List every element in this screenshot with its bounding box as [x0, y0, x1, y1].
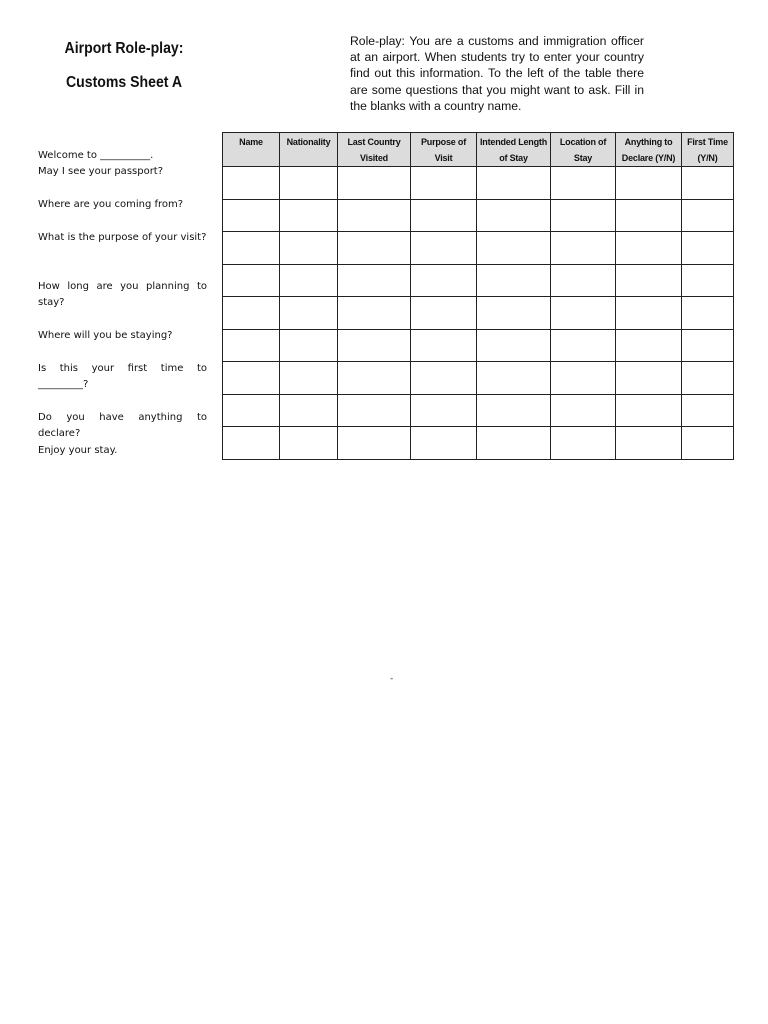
question-coming-from: Where are you coming from? [38, 199, 184, 210]
title-line-2: Customs Sheet A [65, 74, 183, 91]
table-cell-anything-to-declare[interactable] [616, 232, 682, 265]
table-row [223, 167, 734, 200]
table-cell-last-country-visited[interactable] [338, 167, 411, 200]
title-line-1: Airport Role-play: [64, 40, 184, 57]
table-row [223, 329, 734, 362]
table-cell-purpose-of-visit[interactable] [411, 297, 477, 330]
table-cell-anything-to-declare[interactable] [616, 199, 682, 232]
table-cell-nationality[interactable] [280, 362, 338, 395]
table-cell-location-of-stay[interactable] [551, 232, 616, 265]
table-cell-intended-length-of-stay[interactable] [477, 167, 551, 200]
table-cell-intended-length-of-stay[interactable] [477, 232, 551, 265]
table-cell-name[interactable] [223, 394, 280, 427]
table-cell-intended-length-of-stay[interactable] [477, 362, 551, 395]
table-row [223, 394, 734, 427]
table-header-row [223, 133, 734, 167]
table-cell-name[interactable] [223, 232, 280, 265]
table-cell-location-of-stay[interactable] [551, 264, 616, 297]
table-cell-purpose-of-visit[interactable] [411, 427, 477, 460]
table-cell-purpose-of-visit[interactable] [411, 232, 477, 265]
column-header-intended-length-of-stay: Intended Length of Stay [477, 133, 551, 167]
table-cell-name[interactable] [223, 167, 280, 200]
table-cell-anything-to-declare[interactable] [616, 427, 682, 460]
table-cell-location-of-stay[interactable] [551, 297, 616, 330]
table-cell-nationality[interactable] [280, 264, 338, 297]
question-welcome: Welcome to __________. May I see your passport? [38, 150, 164, 177]
table-cell-intended-length-of-stay[interactable] [477, 264, 551, 297]
stray-mark: - [390, 674, 394, 684]
table-row [223, 199, 734, 232]
table-cell-intended-length-of-stay[interactable] [477, 394, 551, 427]
table-cell-location-of-stay[interactable] [551, 427, 616, 460]
table-cell-purpose-of-visit[interactable] [411, 362, 477, 395]
table-cell-anything-to-declare[interactable] [616, 297, 682, 330]
question-declare: Do you have anything to declare? [38, 412, 207, 439]
table-row [223, 362, 734, 395]
table-cell-first-time[interactable] [682, 427, 734, 460]
table-cell-purpose-of-visit[interactable] [411, 167, 477, 200]
column-header-last-country-visited: Last Country Visited [338, 133, 411, 167]
table-cell-nationality[interactable] [280, 297, 338, 330]
question-enjoy-stay: Enjoy your stay. [38, 445, 118, 456]
table-cell-purpose-of-visit[interactable] [411, 199, 477, 232]
table-cell-nationality[interactable] [280, 232, 338, 265]
table-row [223, 264, 734, 297]
table-cell-nationality[interactable] [280, 167, 338, 200]
table-cell-last-country-visited[interactable] [338, 394, 411, 427]
table-cell-intended-length-of-stay[interactable] [477, 297, 551, 330]
table-cell-anything-to-declare[interactable] [616, 394, 682, 427]
table-cell-intended-length-of-stay[interactable] [477, 199, 551, 232]
column-header-first-time: First Time (Y/N) [682, 133, 734, 167]
table-cell-intended-length-of-stay[interactable] [477, 427, 551, 460]
table-cell-nationality[interactable] [280, 394, 338, 427]
table-cell-purpose-of-visit[interactable] [411, 394, 477, 427]
table-cell-purpose-of-visit[interactable] [411, 264, 477, 297]
table-cell-last-country-visited[interactable] [338, 264, 411, 297]
table-body [223, 167, 734, 460]
table-row [223, 427, 734, 460]
table-cell-first-time[interactable] [682, 264, 734, 297]
question-where-staying: Where will you be staying? [38, 330, 173, 341]
question-first-time: Is this your first time to _________? [38, 363, 207, 390]
question-length-of-stay: How long are you planning to stay? [38, 281, 207, 308]
table-cell-nationality[interactable] [280, 199, 338, 232]
table-cell-first-time[interactable] [682, 362, 734, 395]
table-cell-location-of-stay[interactable] [551, 329, 616, 362]
table-cell-anything-to-declare[interactable] [616, 329, 682, 362]
question-purpose: What is the purpose of your visit? [38, 232, 207, 243]
table-cell-first-time[interactable] [682, 329, 734, 362]
table-cell-name[interactable] [223, 427, 280, 460]
table-row [223, 232, 734, 265]
table-cell-location-of-stay[interactable] [551, 394, 616, 427]
table-cell-name[interactable] [223, 329, 280, 362]
table-row [223, 297, 734, 330]
table-cell-location-of-stay[interactable] [551, 362, 616, 395]
table-cell-name[interactable] [223, 362, 280, 395]
table-cell-nationality[interactable] [280, 329, 338, 362]
table-cell-anything-to-declare[interactable] [616, 264, 682, 297]
customs-table [222, 132, 734, 460]
column-header-anything-to-declare: Anything to Declare (Y/N) [616, 133, 682, 167]
table-cell-nationality[interactable] [280, 427, 338, 460]
table-cell-name[interactable] [223, 199, 280, 232]
table-cell-purpose-of-visit[interactable] [411, 329, 477, 362]
table-cell-name[interactable] [223, 264, 280, 297]
column-header-location-of-stay: Location of Stay [551, 133, 616, 167]
table-cell-location-of-stay[interactable] [551, 167, 616, 200]
table-cell-last-country-visited[interactable] [338, 199, 411, 232]
table-cell-first-time[interactable] [682, 394, 734, 427]
table-cell-location-of-stay[interactable] [551, 199, 616, 232]
table-cell-name[interactable] [223, 297, 280, 330]
column-header-nationality: Nationality [280, 133, 338, 167]
table-cell-last-country-visited[interactable] [338, 362, 411, 395]
instructions-paragraph: Role-play: You are a customs and immigration officer at an airport. When students try to enter your country find out this information. To the left of the table there are some questions that you might want to ask. Fill in the blanks with a country name. [350, 34, 644, 113]
table-cell-last-country-visited[interactable] [338, 297, 411, 330]
table-cell-first-time[interactable] [682, 297, 734, 330]
table-cell-last-country-visited[interactable] [338, 329, 411, 362]
table-cell-last-country-visited[interactable] [338, 427, 411, 460]
table-cell-anything-to-declare[interactable] [616, 167, 682, 200]
table-cell-anything-to-declare[interactable] [616, 362, 682, 395]
table-cell-first-time[interactable] [682, 199, 734, 232]
column-header-name: Name [223, 133, 280, 167]
table-cell-intended-length-of-stay[interactable] [477, 329, 551, 362]
table-cell-first-time[interactable] [682, 232, 734, 265]
column-header-purpose-of-visit: Purpose of Visit [411, 133, 477, 167]
table-cell-last-country-visited[interactable] [338, 232, 411, 265]
table-cell-first-time[interactable] [682, 167, 734, 200]
